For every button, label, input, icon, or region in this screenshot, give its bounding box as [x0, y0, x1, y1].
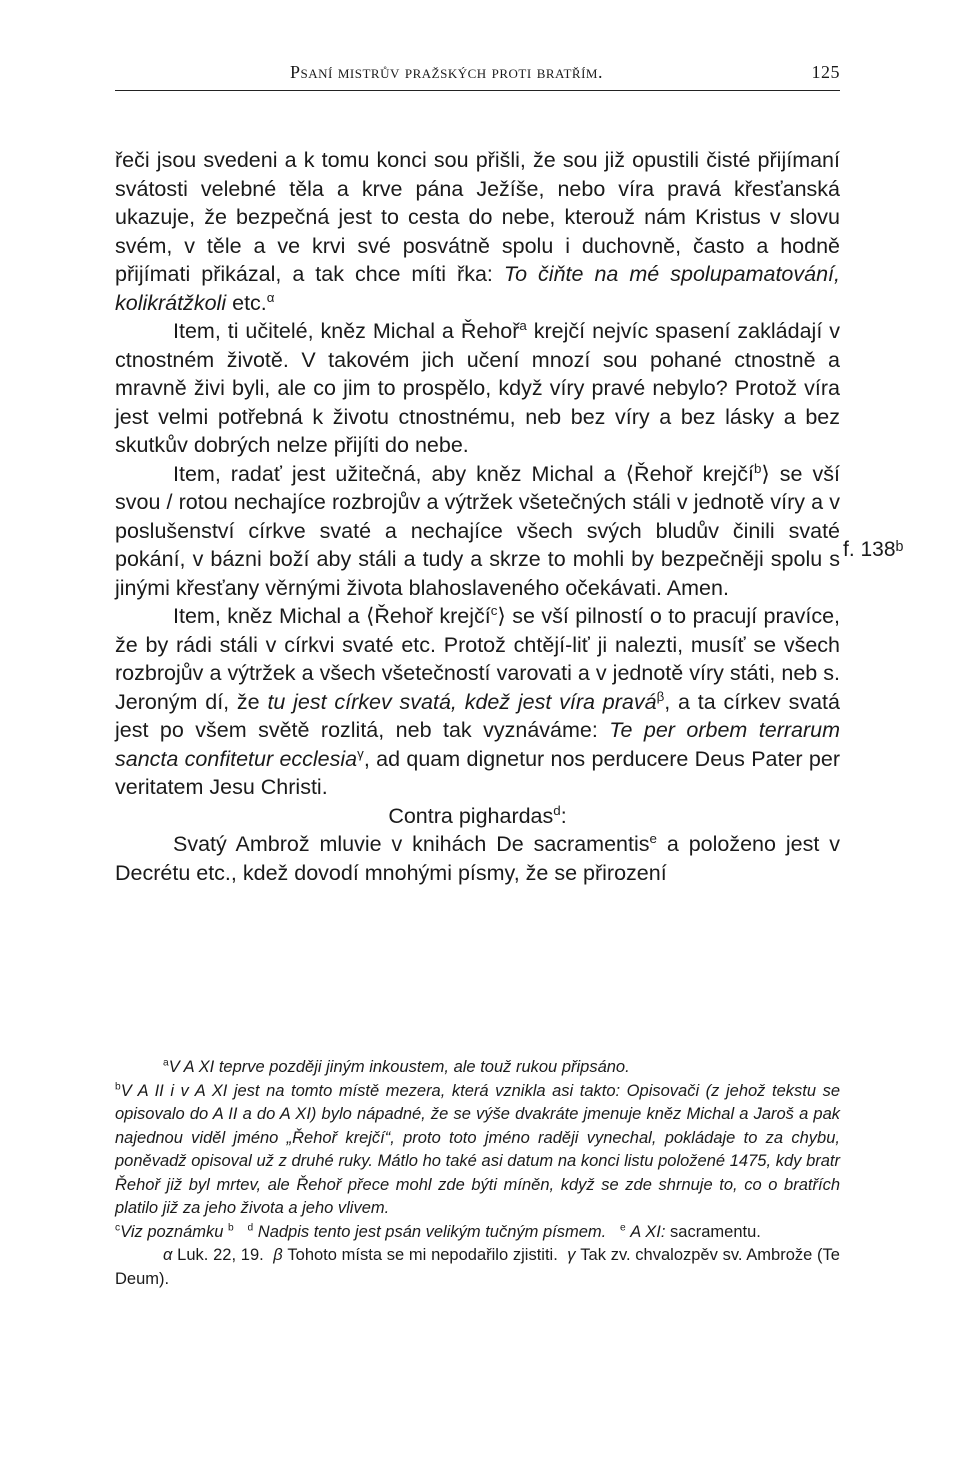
paragraph-3: Item, radať jest užitečná, aby kněz Michal a ⟨Řehoř krejčí$^b$⟩ se vší svou / rotou nechajíce rozbrojův a výtržek všetečných stáli v jednotě víry a v poslušenství církve svaté a nechajíce všech svých bludův činili svaté pokání, v bázni boží aby stáli a tudy a skrze to mohli by bezpečněji spolu s jinými křesťany věrnými života blahoslaveného očekávati. Amen. [115, 460, 840, 600]
footnotes [115, 1056, 840, 1291]
footnote-ref-beta: β [656, 688, 665, 704]
footnote-ref-b: b [753, 460, 762, 476]
header-rule [115, 90, 840, 91]
footnote-e-mark: e [620, 1222, 626, 1233]
footnote-ref-d: d [553, 802, 561, 818]
footnote-a: $^a$V A XI teprve později jiným inkoustem, ale touž rukou připsáno. [163, 1057, 630, 1076]
footnote-c-mark: c [115, 1222, 121, 1233]
footnote-ref-a: a [519, 317, 527, 333]
footnote-greek: α Luk. 22, 19. β Tohoto místa se mi nepodařilo zjistiti. γ Tak zv. chvalozpěv sv. Ambrože (Te Deum). [115, 1246, 840, 1288]
page-number: 125 [811, 62, 840, 82]
footnote-ref-c: c [490, 602, 498, 618]
footnote-ref-alpha: α [266, 289, 275, 305]
folio-margin-note: f. 138ᵇ [843, 538, 904, 561]
paragraph-5: Svatý Ambrož mluvie v knihách De sacramentis$^e$ a položeno jest v Decrétu etc., kdež dovodí mnohými písmy, že se přirození [115, 830, 840, 885]
paragraph-4: Item, kněz Michal a ⟨Řehoř krejčí$^c$⟩ se vší pilností o to pracují pravíce, že by rádi stáli v církvi svaté etc. Protož chtějí-liť ji nalezti, musíť se všech rozbrojův a výtržek a všech všetečností varovati a v jednotě víry státi, neb s. Jeroným dí, že tu jest církev svatá, kdež jest víra pravá$^\beta$, a ta církev svatá jest po všem světě rozlitá, neb tak vyznáváme: Te per orbem terrarum sancta confitetur ecclesia$^\gamma$, ad quam dignetur nos perducere Deus Pater per veritatem Jesu Christi. [115, 602, 841, 799]
footnote-e: A XI: [630, 1222, 666, 1241]
footnote-ref-gamma: γ [357, 745, 364, 761]
main-text [115, 146, 840, 887]
paragraph-1: řeči jsou svedeni a k tomu konci sou přišli, že sou již opustili čisté přijímaní svátosti velebné těla a krve pána Ježíše, nebo víra pravá křesťanská ukazuje, že bezpečná jest to cesta do nebe, kterouž nám Kristus v slovu svém, v těle a ve krvi své posvátně spolu i duchovně, často a hodně přijímati přikázal, a tak chce míti řka: To čiňte na mé spolupamatování, kolikrátžkoli etc.$^\alpha$ [115, 148, 840, 315]
section-heading: Contra pighardas$^d$: [388, 802, 567, 828]
footnote-d-mark: d [247, 1222, 254, 1233]
footnote-d: Nadpis tento jest psán velikým tučným písmem. [257, 1222, 607, 1241]
paragraph-2: Item, ti učitelé, kněz Michal a Řehoř$^a$ krejčí nejvíc spasení zakládají v ctnostném životě. V takovém jich učení mnozí sou pohané ctnostně a mravně živi byli, ale co jim to prospělo, když víry pravé nebylo? Protož víra jest velmi potřebná k životu ctnostnému, neb bez víry a bez lásky a bez skutkův dobrých nelze přijíti do nebe. [115, 317, 840, 457]
footnote-c: Viz poznámku [120, 1222, 224, 1241]
footnote-b: $^b$V A II i v A XI jest na tomto místě mezera, která vznikla asi takto: Opisovači (z jehož tekstu se opisovalo do A II a do A XI) bylo nápadné, že se výše dvakráte jmenuje kněz Michal a Jaroš a pak najednou viděl jméno „Řehoř krejčí“, proto toto jméno raději vynechal, pokládaje to za chybu, poněvadž opisoval už z druhé ruky. Mátlo ho také asi datum na konci listu položené 1475, kdy bratr Řehoř již byl mrtev, ale Řehoř přece mohl zde býti míněn, když se zde shrnuje to, co o bratřích platilo již za jeho života a jeho vlivem. $^c$Viz poznámku $^b$ $^d$ Nadpis tento jest psán velikým tučným písmem. $^e$ A XI: sacramentu. [115, 1081, 840, 1241]
running-title: Psaní mistrův pražských proti bratřím. [290, 62, 603, 82]
footnote-ref-e: e [649, 830, 657, 846]
